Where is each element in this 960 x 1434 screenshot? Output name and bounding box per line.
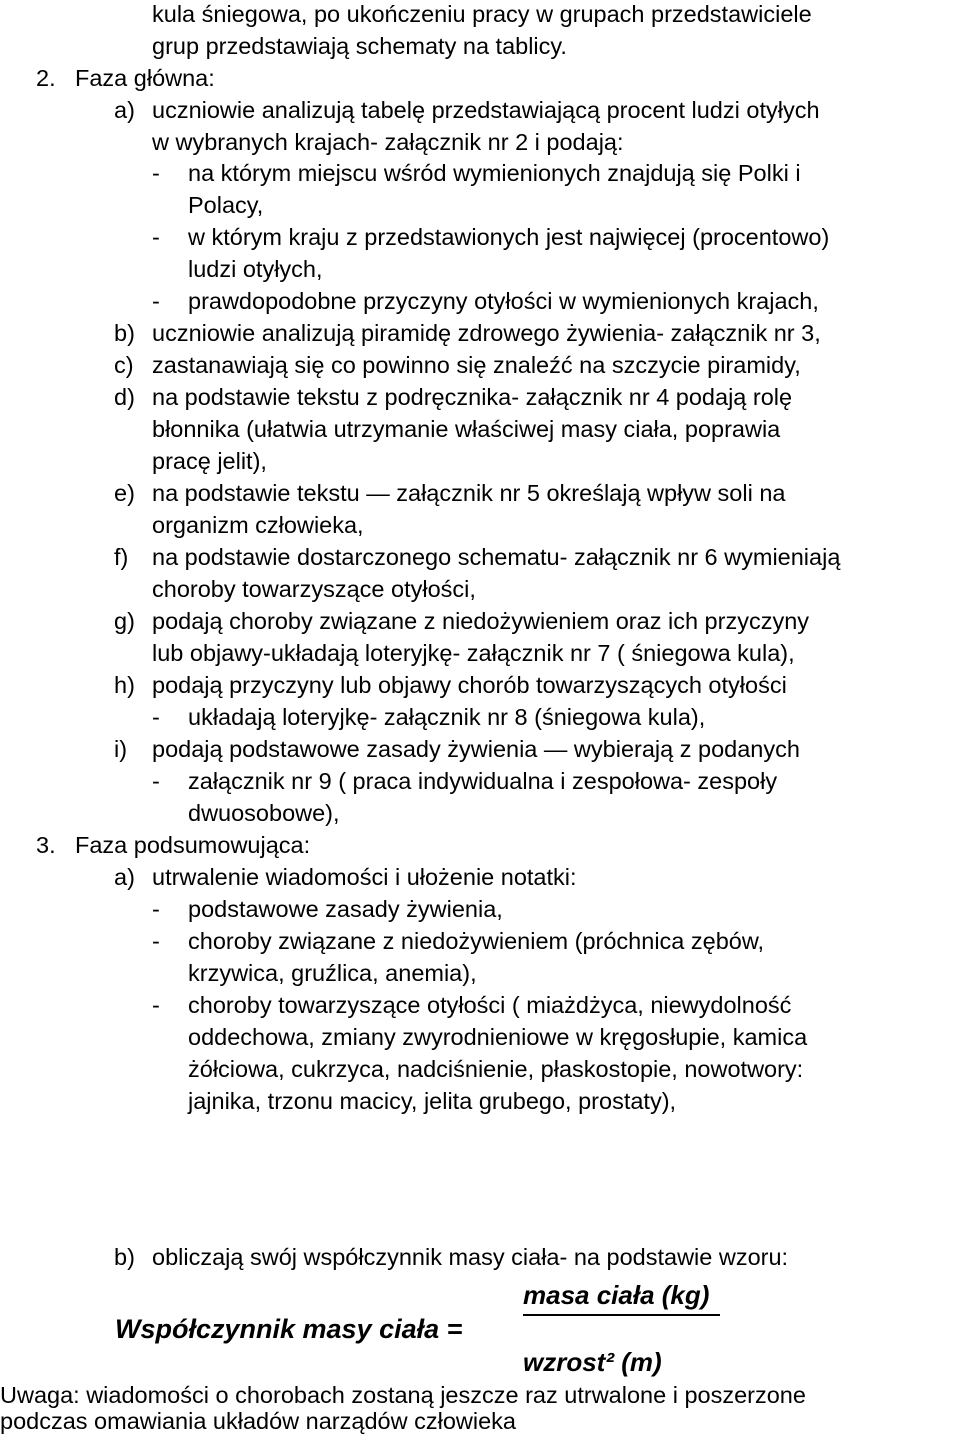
phase2-item-text: na podstawie tekstu z podręcznika- załącznik nr 4 podają rolę xyxy=(152,384,793,410)
phase2-item-text: uczniowie analizują tabelę przedstawiającą procent ludzi otyłych xyxy=(152,97,820,123)
formula-numerator: masa ciała (kg) xyxy=(523,1280,710,1310)
phase2-item-marker: b) xyxy=(114,320,135,346)
phase2-item-marker: e) xyxy=(114,480,135,506)
note-line-2: podczas omawiania układów narządów człowieka xyxy=(0,1408,516,1434)
phase2-item-marker: - xyxy=(152,704,160,730)
phase3-item-text: oddechowa, zmiany zwyrodnieniowe w kręgosłupie, kamica xyxy=(188,1024,808,1050)
phase2-item-text: na podstawie dostarczonego schematu- załącznik nr 6 wymieniają xyxy=(152,544,841,570)
phase3-item-b-marker: b) xyxy=(114,1244,135,1270)
phase3-item-text: utrwalenie wiadomości i ułożenie notatki: xyxy=(152,864,577,890)
phase3-item-b-text: obliczają swój współczynnik masy ciała- na podstawie wzoru: xyxy=(152,1244,789,1270)
phase2-item-text: podają przyczyny lub objawy chorób towarzyszących otyłości xyxy=(152,672,787,698)
phase2-item-text: pracę jelit), xyxy=(152,448,267,474)
phase3-item-marker: a) xyxy=(114,864,135,890)
phase2-item-marker: c) xyxy=(114,352,134,378)
phase2-item-text: dwuosobowe), xyxy=(188,800,340,826)
phase2-item-text: ludzi otyłych, xyxy=(188,256,323,282)
phase2-item-text: zastanawiają się co powinno się znaleźć na szczycie piramidy, xyxy=(152,352,801,378)
phase2-item-text: uczniowie analizują piramidę zdrowego żywienia- załącznik nr 3, xyxy=(152,320,821,346)
phase3-title: Faza podsumowująca: xyxy=(75,832,311,858)
phase2-item-marker: i) xyxy=(114,736,128,762)
note-line-1: Uwaga: wiadomości o chorobach zostaną jeszcze raz utrwalone i poszerzone xyxy=(0,1382,806,1408)
phase3-item-text: żółciowa, cukrzyca, nadciśnienie, płaskostopie, nowotwory: xyxy=(188,1056,804,1082)
phase2-item-text: podają podstawowe zasady żywienia — wybierają z podanych xyxy=(152,736,800,762)
phase2-item-marker: g) xyxy=(114,608,135,634)
phase2-number: 2. xyxy=(36,65,56,91)
phase2-item-marker: - xyxy=(152,160,160,186)
phase2-item-text: w wybranych krajach- załącznik nr 2 i podają: xyxy=(152,129,624,155)
phase3-number: 3. xyxy=(36,832,56,858)
phase2-item-text: błonnika (ułatwia utrzymanie właściwej masy ciała, poprawia xyxy=(152,416,781,442)
phase2-item-text: załącznik nr 9 ( praca indywidualna i zespołowa- zespoły xyxy=(188,768,778,794)
phase2-item-text: choroby towarzyszące otyłości, xyxy=(152,576,476,602)
phase3-item-text: krzywica, gruźlica, anemia), xyxy=(188,960,477,986)
phase3-item-text: jajnika, trzonu macicy, jelita grubego, prostaty), xyxy=(188,1088,677,1114)
phase2-item-marker: - xyxy=(152,768,160,794)
formula-fraction-bar xyxy=(523,1314,720,1316)
formula-denominator: wzrost² (m) xyxy=(523,1347,662,1377)
phase3-item-text: podstawowe zasady żywienia, xyxy=(188,896,503,922)
phase3-item-marker: - xyxy=(152,992,160,1018)
phase2-item-marker: h) xyxy=(114,672,135,698)
phase2-item-marker: - xyxy=(152,288,160,314)
phase2-item-text: podają choroby związane z niedożywieniem oraz ich przyczyny xyxy=(152,608,810,634)
phase2-item-text: Polacy, xyxy=(188,192,264,218)
phase2-item-marker: d) xyxy=(114,384,135,410)
phase2-item-text: lub objawy-układają loteryjkę- załącznik nr 7 ( śniegowa kula), xyxy=(152,640,795,666)
phase2-item-text: organizm człowieka, xyxy=(152,512,364,538)
phase2-item-marker: - xyxy=(152,224,160,250)
intro-line-2: grup przedstawiają schematy na tablicy. xyxy=(152,33,567,59)
formula-label: Współczynnik masy ciała = xyxy=(115,1314,463,1344)
intro-line-1: kula śniegowa, po ukończeniu pracy w grupach przedstawiciele xyxy=(152,1,812,27)
phase2-item-marker: f) xyxy=(114,544,129,570)
phase3-item-text: choroby związane z niedożywieniem (próchnica zębów, xyxy=(188,928,765,954)
phase2-item-marker: a) xyxy=(114,97,135,123)
phase3-item-marker: - xyxy=(152,928,160,954)
phase3-item-marker: - xyxy=(152,896,160,922)
phase2-item-text: na którym miejscu wśród wymienionych znajdują się Polki i xyxy=(188,160,801,186)
phase2-item-text: układają loteryjkę- załącznik nr 8 (śniegowa kula), xyxy=(188,704,706,730)
phase2-title: Faza główna: xyxy=(75,65,215,91)
phase2-item-text: w którym kraju z przedstawionych jest najwięcej (procentowo) xyxy=(188,224,830,250)
phase2-item-text: na podstawie tekstu — załącznik nr 5 określają wpływ soli na xyxy=(152,480,786,506)
phase2-item-text: prawdopodobne przyczyny otyłości w wymienionych krajach, xyxy=(188,288,819,314)
phase3-item-text: choroby towarzyszące otyłości ( miażdżyca, niewydolność xyxy=(188,992,792,1018)
